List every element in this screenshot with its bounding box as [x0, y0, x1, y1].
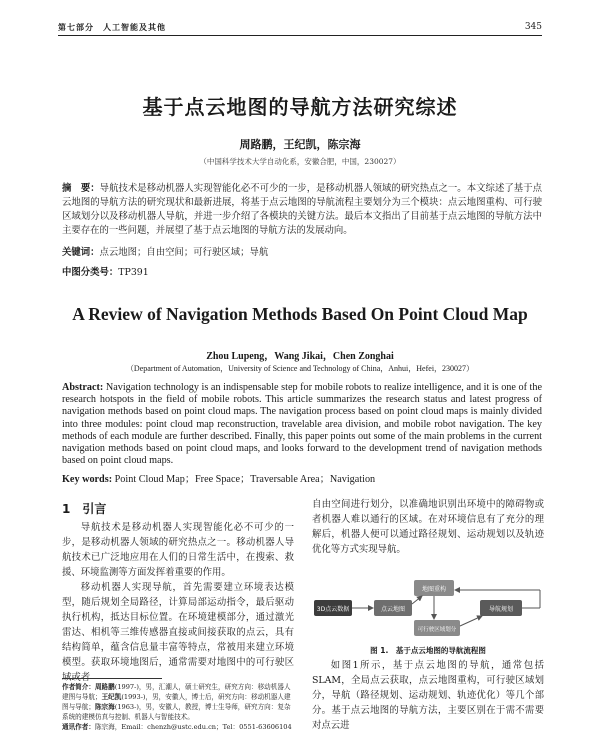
footnote-text-2: (1993-)，男，安徽人，博士后，研究方向：移动机器人建图与导航；: [62, 693, 291, 711]
author-footnote: [62, 682, 294, 732]
chinese-affiliation: （中国科学技术大学自动化系，安徽合肥，中国，230027）: [199, 157, 401, 166]
flowchart-arrow: [460, 616, 482, 626]
chinese-keywords: [62, 244, 542, 258]
english-keywords-text: Point Cloud Map；Free Space；Traversable Area；Navigation: [112, 474, 376, 485]
flowchart-box-reconstruct: [414, 580, 454, 596]
english-abstract-label: Abstract:: [62, 382, 104, 393]
english-abstract: [62, 382, 542, 467]
footnote-text-3: (1963-)，男，安徽人，教授，博士生导师，研究方向：复杂系统的建模仿真与控制、机器人与智能技术。: [62, 703, 291, 721]
right-column-top: 自由空间进行划分，以准确地识别出环境中的障碍物或者机器人难以通行的区域。在对环境信息有了充分的理解后，机器人便可以通过路径规划、运动规划以及轨迹优化等方式实现导航。: [312, 499, 544, 555]
header-section: 第七部分 人工智能及其他: [58, 22, 166, 32]
classification-number: [62, 264, 542, 278]
section-heading: 1 引言: [62, 502, 107, 516]
footnote-text-1: (1997-)，男，汇潮人，硕士研究生，研究方向：移动机器人建图与导航；: [62, 683, 291, 701]
footnote-label-3: 陈宗海: [94, 703, 115, 711]
intro-paragraph-1: 导航技术是移动机器人实现智能化必不可少的一步，是移动机器人领域的研究热点之一。移动机器人导航技术已广泛地应用在人们的日常生活中，在搜索、救援、环境监测等方面发挥着重要的作用。: [62, 522, 294, 578]
chinese-abstract-label: 摘 要：: [62, 183, 100, 194]
chinese-keywords-text: 点云地图；自由空间；可行驶区域；导航: [99, 247, 269, 258]
english-authors: Zhou Lupeng，Wang Jikai，Chen Zonghai: [206, 351, 394, 362]
figure-caption: 图 1. 基于点云地图的导航流程图: [370, 646, 486, 655]
chinese-authors: 周路鹏，王纪凯，陈宗海: [239, 138, 361, 151]
flowchart-box-map: [374, 600, 412, 616]
english-abstract-text: Navigation technology is an indispensable step for mobile robots to realize intelligence, and it is one of the research hotspots in the field of mobile robots. This article summarizes the research status and latest progress of navigation methods based on point cloud maps. The navigation process based on point cloud maps is mainly divided into three modules: point cloud map reconstruction, travelable area division, and mobile robot navigation. The key methods of each module are further described. Finally, this paper points out some of the main problems in the current navigation methods based on point cloud maps, and looks forward to the development trend of navigation methods based on point cloud maps.: [62, 382, 542, 467]
flowchart-label-reconstruct: 地图重构: [421, 586, 447, 593]
footnote-label-2: 王纪凯: [101, 693, 122, 701]
flowchart-label-pointcloud: 3D点云数据: [316, 606, 350, 613]
footnote-divider: [62, 678, 162, 679]
right-column-bottom: [312, 658, 544, 733]
footnote-contact-label: 通讯作者：: [62, 723, 95, 731]
running-header: [58, 22, 542, 36]
intro-paragraph-2: 移动机器人实现导航，首先需要建立环境表达模型，随后规划全局路径，计算局部运动指令，最后驱动执行机构，抵达目标位置。在环境建模部分，通过激光雷达、相机等三维传感器直接或间接获取的点云，具有结构简单，蕴含信息量丰富等特点，常被用来建立环境模型。获取环境地图后，通常需要对地图中的可行驶区域或者: [62, 582, 294, 683]
footnote-contact: 陈宗海，Email：chenzh@ustc.edu.cn；Tel：0551-63606104: [94, 723, 292, 731]
flowchart-label-traversable: 可行驶区域划分: [417, 627, 457, 633]
navigation-flowchart: [312, 578, 544, 640]
english-affiliation: （Department of Automation，University of Science and Technology of China，Anhui，Hefei，230027）: [125, 364, 475, 373]
chinese-abstract: [62, 182, 542, 238]
flowchart-box-traversable: [414, 620, 460, 636]
left-column: [62, 520, 294, 685]
flowchart-label-map: 点云地图: [380, 606, 406, 613]
english-title: A Review of Navigation Methods Based On Point Cloud Map: [72, 304, 528, 324]
flowchart-label-navigation: 导航规划: [488, 606, 514, 613]
english-keywords-label: Key words:: [62, 474, 113, 485]
footnote-label-1: 作者简介：周路鹏: [62, 683, 115, 691]
chinese-keywords-label: 关键词：: [62, 247, 100, 258]
flowchart-box-pointcloud: [314, 600, 352, 616]
flowchart-box-navigation: [480, 600, 522, 616]
chinese-abstract-text: 导航技术是移动机器人实现智能化必不可少的一步，是移动机器人领域的研究热点之一。本文综述了基于点云地图的导航方法的研究现状和最新进展，将基于点云地图的导航流程主要划分为三个模块：点云地图重构、可行驶区域划分以及移动机器人导航，并进一步介绍了各模块的关键方法。最后本文指出了目前基于点云地图的导航方法中主要存在的一些问题，并展望了基于点云地图的导航方法的发展动向。: [62, 183, 542, 236]
classification-label: 中图分类号：: [62, 267, 119, 278]
page-number: 345: [524, 22, 542, 32]
chinese-title: 基于点云地图的导航方法研究综述: [142, 95, 458, 119]
english-keywords: [62, 470, 542, 485]
classification-value: TP391: [118, 267, 149, 278]
intro-paragraph-3: 如图1所示，基于点云地图的导航，通常包括SLAM，全局点云获取，点云地图重构，可行驶区域划分，导航（路径规划、运动规划、轨迹优化）等几个部分。基于点云地图的导航方法，主要区别在于需不需要对点云进: [312, 660, 544, 731]
flowchart-arrow: [412, 596, 422, 604]
